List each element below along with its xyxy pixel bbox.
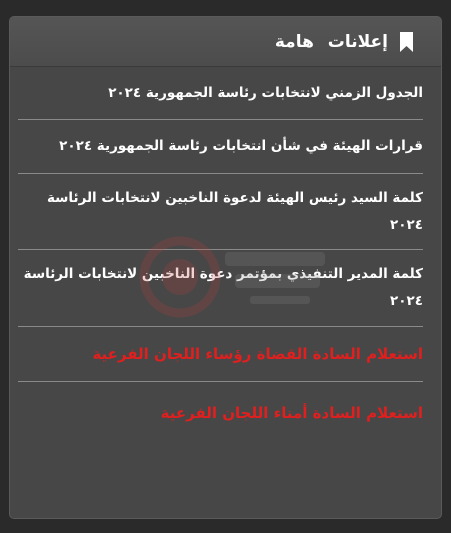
list-item-link[interactable]: كلمة المدير التنفيذي بمؤتمر دعوة الناخبين لانتخابات الرئاسة ٢٠٢٤ (23, 266, 423, 309)
list-item[interactable] (18, 250, 423, 327)
announcements-panel (9, 16, 442, 519)
panel-header (10, 17, 441, 67)
panel-title: إعلانات هامة (274, 31, 388, 52)
list-item[interactable] (18, 67, 423, 120)
list-item-link[interactable]: الجدول الزمني لانتخابات رئاسة الجمهورية ٢٠٢٤ (108, 84, 423, 101)
announcements-list (10, 67, 441, 444)
secretaries-inquiry-link[interactable]: استعلام السادة أمناء اللجان الفرعية (160, 403, 423, 422)
list-item[interactable] (18, 120, 423, 174)
judges-inquiry-link[interactable]: استعلام السادة القضاة رؤساء اللجان الفرعية (92, 344, 423, 363)
list-item-secretaries-inquiry[interactable] (18, 382, 423, 444)
list-item-link[interactable]: كلمة السيد رئيس الهيئة لدعوة الناخبين لانتخابات الرئاسة ٢٠٢٤ (46, 189, 423, 233)
bookmark-icon (400, 32, 413, 52)
list-item-judges-inquiry[interactable] (18, 327, 423, 382)
list-item[interactable] (18, 174, 423, 250)
list-item-link[interactable]: قرارات الهيئة في شأن انتخابات رئاسة الجمهورية ٢٠٢٤ (59, 138, 423, 154)
